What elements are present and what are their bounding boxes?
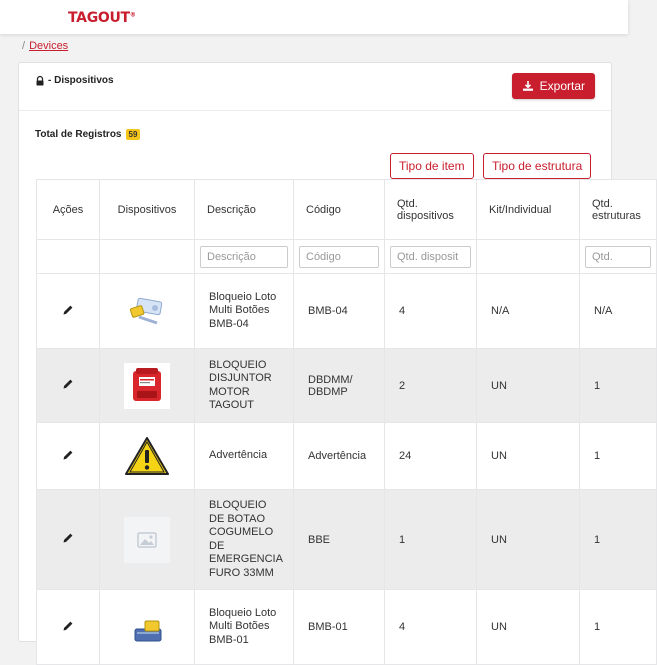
- table-row: [37, 349, 657, 423]
- blue-lock-device-icon: [125, 291, 169, 331]
- devices-card: [18, 62, 641, 646]
- breadcrumb: [22, 40, 68, 52]
- col-header-acoes[interactable]: Ações: [37, 180, 100, 240]
- devices-table-container[interactable]: [36, 179, 641, 646]
- total-count-badge: 59: [126, 129, 141, 140]
- device-image: [124, 604, 170, 650]
- table-header-row: [37, 180, 657, 240]
- table-row: [37, 490, 657, 590]
- row-kit-individual: N/A: [477, 274, 580, 349]
- red-box-device-icon: [127, 365, 167, 407]
- row-descricao: Bloqueio Loto Multi Botões BMB-01: [195, 590, 294, 665]
- col-header-qtd-dispositivos[interactable]: Qtd. dispositivos: [385, 180, 477, 240]
- edit-pencil-icon[interactable]: [62, 378, 74, 390]
- table-row: [37, 423, 657, 490]
- row-descricao: Advertência: [195, 423, 294, 490]
- breadcrumb-devices-link[interactable]: Devices: [29, 40, 69, 52]
- codigo-filter-input[interactable]: [299, 246, 379, 268]
- col-header-kit-individual[interactable]: Kit/Individual: [477, 180, 580, 240]
- card-header: [19, 63, 611, 111]
- col-header-dispositivos[interactable]: Dispositivos: [100, 180, 195, 240]
- row-qtd-estruturas: 1: [580, 490, 657, 590]
- device-image: [124, 517, 170, 563]
- export-button[interactable]: Exportar: [512, 73, 595, 99]
- edit-pencil-icon[interactable]: [62, 532, 74, 544]
- row-qtd-estruturas: N/A: [580, 274, 657, 349]
- top-bar: [0, 0, 628, 34]
- row-codigo: Advertência: [294, 423, 385, 490]
- row-codigo: BBE: [294, 490, 385, 590]
- row-qtd-dispositivos: 4: [385, 274, 477, 349]
- lock-icon: [35, 76, 45, 86]
- table-row: [37, 274, 657, 349]
- breadcrumb-separator: /: [22, 40, 26, 52]
- total-records: Total de Registros 59: [35, 129, 140, 140]
- table-filter-row: [37, 240, 657, 274]
- col-header-qtd-estruturas[interactable]: Qtd. estruturas: [580, 180, 657, 240]
- row-codigo: BMB-04: [294, 274, 385, 349]
- filter-cell-empty: [477, 240, 580, 274]
- table-row: [37, 590, 657, 665]
- row-qtd-dispositivos: 4: [385, 590, 477, 665]
- structure-type-filter-button[interactable]: Tipo de estrutura: [483, 153, 591, 179]
- row-codigo: BMB-01: [294, 590, 385, 665]
- row-descricao: Bloqueio Loto Multi Botões BMB-04: [195, 274, 294, 349]
- filter-cell-empty: [100, 240, 195, 274]
- row-qtd-dispositivos: 24: [385, 423, 477, 490]
- download-icon: [522, 80, 534, 92]
- row-descricao: BLOQUEIO DISJUNTOR MOTOR TAGOUT: [195, 349, 294, 423]
- edit-pencil-icon[interactable]: [62, 449, 74, 461]
- device-image: [124, 288, 170, 334]
- row-codigo: DBDMM/ DBDMP: [294, 349, 385, 423]
- image-placeholder-icon: [137, 532, 157, 548]
- row-qtd-dispositivos: 2: [385, 349, 477, 423]
- edit-pencil-icon[interactable]: [62, 304, 74, 316]
- row-kit-individual: UN: [477, 349, 580, 423]
- row-qtd-estruturas: 1: [580, 349, 657, 423]
- row-descricao: BLOQUEIO DE BOTAO COGUMELO DE EMERGENCIA FURO 33MM: [195, 490, 294, 590]
- row-kit-individual: UN: [477, 423, 580, 490]
- qtd-estruturas-filter-input[interactable]: [585, 246, 651, 268]
- col-header-descricao[interactable]: Descrição: [195, 180, 294, 240]
- row-qtd-estruturas: 1: [580, 423, 657, 490]
- tagout-logo[interactable]: TAGOUT®: [68, 10, 136, 26]
- devices-table: [36, 179, 657, 665]
- row-kit-individual: UN: [477, 590, 580, 665]
- row-kit-individual: UN: [477, 490, 580, 590]
- row-qtd-estruturas: 1: [580, 590, 657, 665]
- col-header-codigo[interactable]: Código: [294, 180, 385, 240]
- filter-cell-empty: [37, 240, 100, 274]
- row-qtd-dispositivos: 1: [385, 490, 477, 590]
- descricao-filter-input[interactable]: [200, 246, 288, 268]
- device-image: [124, 433, 170, 479]
- item-type-filter-button[interactable]: Tipo de item: [390, 153, 474, 179]
- qtd-dispositivos-filter-input[interactable]: [390, 246, 471, 268]
- device-image: [124, 363, 170, 409]
- warning-sign-icon: [124, 435, 170, 477]
- card-title: - Dispositivos: [35, 75, 114, 86]
- edit-pencil-icon[interactable]: [62, 620, 74, 632]
- blue-lock-device-icon: [125, 607, 169, 647]
